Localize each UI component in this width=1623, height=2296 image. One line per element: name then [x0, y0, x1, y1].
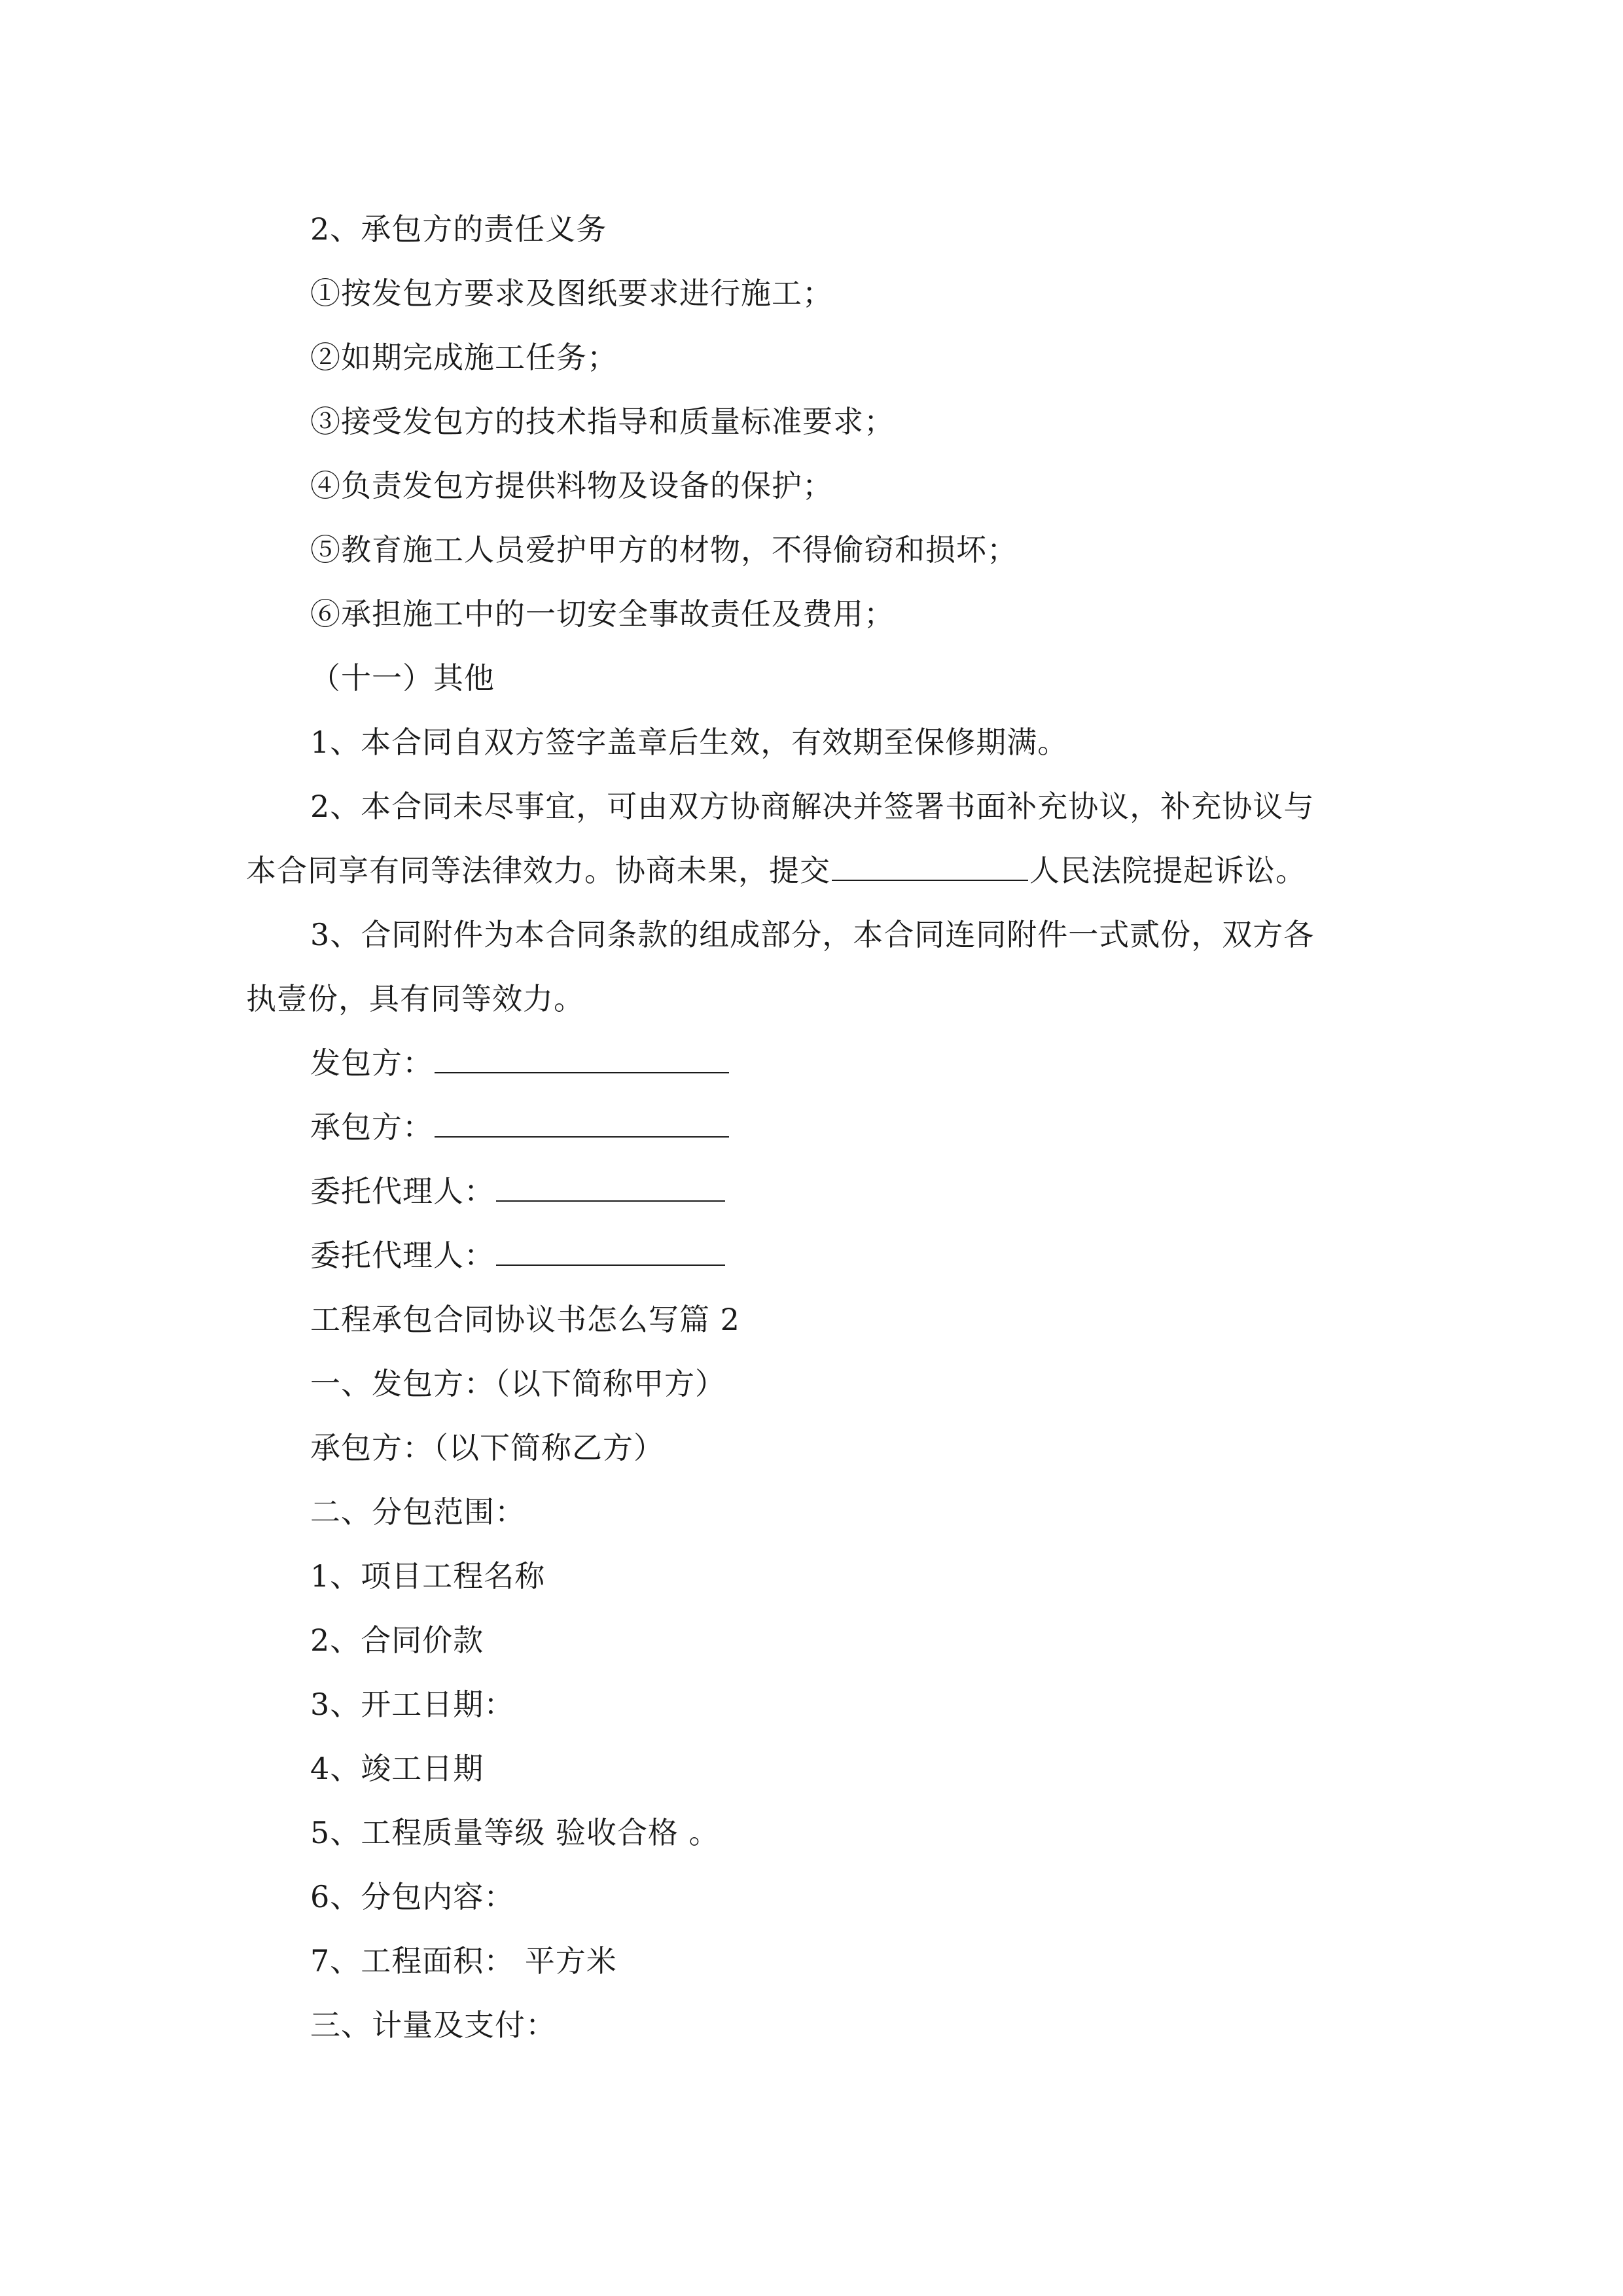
- text-line: 3、开工日期：: [310, 1687, 515, 1722]
- text-line: 1、本合同自双方签字盖章后生效，有效期至保修期满。: [310, 725, 1069, 760]
- text-line: 7、工程面积： 平方米: [310, 1943, 617, 1979]
- text-line: ⑤教育施工人员爱护甲方的材物，不得偷窃和损坏；: [310, 532, 1018, 567]
- signature-line: [310, 1172, 726, 1211]
- text-line: 6、分包内容：: [310, 1879, 515, 1914]
- signature-line: [310, 1107, 730, 1147]
- text-line: 承包方：（以下简称乙方）: [310, 1430, 664, 1465]
- document-subtitle: 工程承包合同协议书怎么写篇 2: [310, 1302, 740, 1337]
- signature-label: 承包方：: [310, 1109, 433, 1145]
- text-segment: 本合同享有同等法律效力。协商未果，提交: [246, 853, 830, 888]
- text-line: 3、合同附件为本合同条款的组成部分，本合同连同附件一式贰份，双方各: [310, 917, 1315, 952]
- text-segment: 人民法院提起诉讼。: [1029, 853, 1306, 888]
- text-line: 执壹份，具有同等效力。: [246, 981, 584, 1016]
- text-line: ①按发包方要求及图纸要求进行施工；: [310, 276, 833, 311]
- text-line-with-blank: [246, 851, 1306, 890]
- signature-label: 委托代理人：: [310, 1238, 495, 1273]
- signature-blank: [496, 1172, 725, 1202]
- text-line: ④负责发包方提供料物及设备的保护；: [310, 468, 833, 503]
- text-line: 5、工程质量等级 验收合格 。: [310, 1815, 720, 1850]
- text-line: 2、本合同未尽事宜，可由双方协商解决并签署书面补充协议，补充协议与: [310, 789, 1315, 824]
- signature-blank: [435, 1107, 729, 1138]
- text-line: 4、竣工日期: [310, 1751, 484, 1786]
- section-heading: 二、分包范围：: [310, 1494, 526, 1530]
- text-line: ②如期完成施工任务；: [310, 340, 618, 375]
- text-line: ③接受发包方的技术指导和质量标准要求；: [310, 404, 895, 439]
- court-blank: [832, 851, 1028, 881]
- signature-blank: [496, 1236, 725, 1266]
- section-heading: 三、计量及支付：: [310, 2007, 556, 2043]
- signature-label: 发包方：: [310, 1045, 433, 1081]
- signature-line: [310, 1236, 726, 1275]
- section-heading: （十一）其他: [310, 660, 495, 696]
- text-line: 1、项目工程名称: [310, 1558, 546, 1594]
- text-line: 2、合同价款: [310, 1623, 484, 1658]
- signature-label: 委托代理人：: [310, 1174, 495, 1209]
- signature-line: [310, 1043, 730, 1083]
- text-line: ⑥承担施工中的一切安全事故责任及费用；: [310, 596, 895, 632]
- text-line: 一、发包方：（以下简称甲方）: [310, 1366, 726, 1401]
- text-line: 2、承包方的责任义务: [310, 211, 607, 247]
- signature-blank: [435, 1043, 729, 1073]
